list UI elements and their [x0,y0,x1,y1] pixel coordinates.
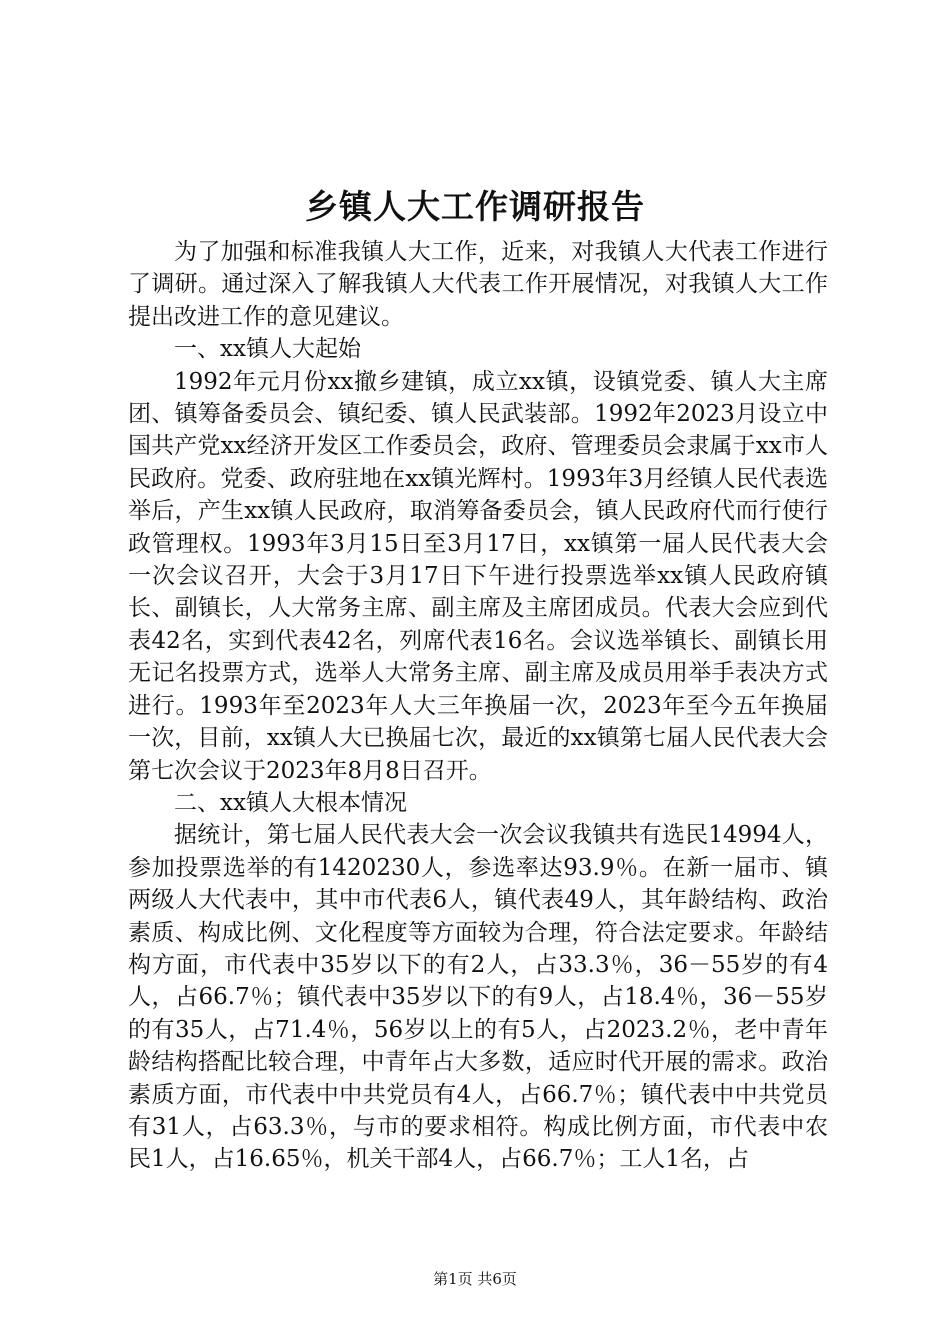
origin-paragraph: 1992年元月份xx撤乡建镇，成立xx镇，设镇党委、镇人大主席团、镇筹备委员会、镇纪委、镇人民武装部。1992年2023月设立中国共产党xx经济开发区工作委员会，政府、管理委员会隶属于xx市人民政府。党委、政府驻地在xx镇光辉村。1993年3月经镇人民代表选举后，产生xx镇人民政府，取消筹备委员会，镇人民政府代而行使行政管理权。1993年3月15日至3月17日，xx镇第一届人民代表大会一次会议召开，大会于3月17日下午进行投票选举xx镇人民政府镇长、副镇长，人大常务主席、副主席及主席团成员。代表大会应到代表42名，实到代表42名，列席代表16名。会议选举镇长、副镇长用无记名投票方式，选举人大常务主席、副主席及成员用举手表决方式进行。1993年至2023年人大三年换届一次，2023年至今五年换届一次，目前，xx镇人大已换届七次，最近的xx镇第七届人民代表大会第七次会议于2023年8月8日召开。 [128,368,828,784]
basic-info-paragraph: 据统计，第七届人民代表大会一次会议我镇共有选民14994人，参加投票选举的有1420230人，参选率达93.9％。在新一届市、镇两级人大代表中，其中市代表6人，镇代表49人，其年龄结构、政治素质、构成比例、文化程度等方面较为合理，符合法定要求。年龄结构方面，市代表中35岁以下的有2人，占33.3％，36－55岁的有4人，占66.7％；镇代表中35岁以下的有9人，占18.4％，36－55岁的有35人，占71.4％，56岁以上的有5人，占2023.2％，老中青年龄结构搭配比较合理，中青年占大多数，适应时代开展的需求。政治素质方面，市代表中中共党员有4人，占66.7％；镇代表中中共党员有31人，占63.3％，与市的要求相符。构成比例方面，市代表中农民1人，占16.65％，机关干部4人，占66.7％；工人1名，占 [128,822,828,1173]
page-footer: 第1页 共6页 [433,1270,517,1288]
section-heading-basic-info: 二、xx镇人大根本情况 [174,789,407,816]
intro-paragraph: 为了加强和标准我镇人大工作，近来，对我镇人大代表工作进行了调研。通过深入了解我镇人大代表工作开展情况，对我镇人大工作提出改进工作的意见建议。 [128,239,828,330]
document-body [128,236,828,1176]
section-heading-origin: 一、xx镇人大起始 [174,336,361,363]
page-title: 乡镇人大工作调研报告 [305,187,645,226]
